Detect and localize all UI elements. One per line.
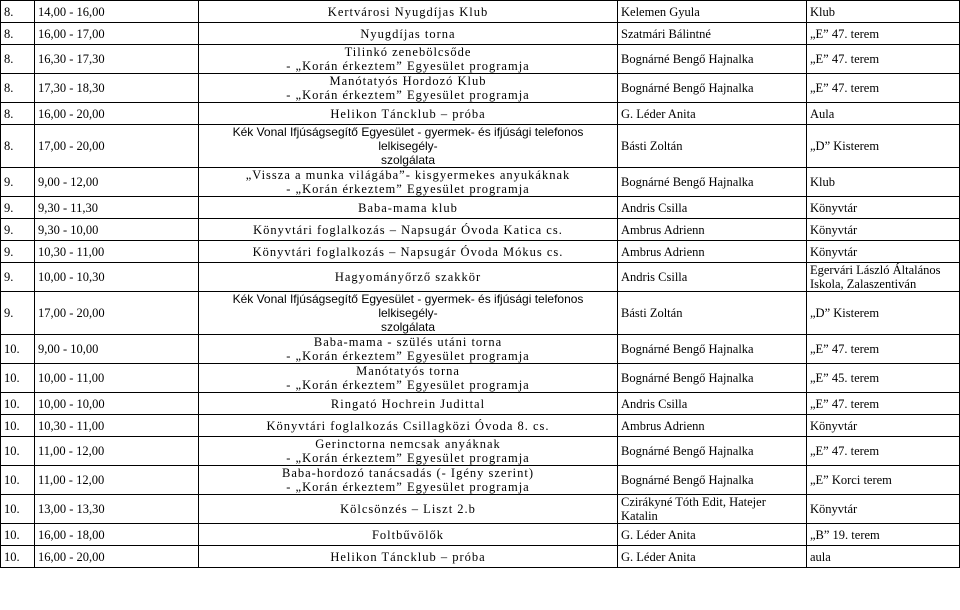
program-line: Tilinkó zenebölcsőde <box>344 45 472 59</box>
day-cell: 10. <box>1 546 35 568</box>
location-cell: „B” 19. terem <box>807 524 960 546</box>
location-cell: „E” 45. terem <box>807 364 960 393</box>
day-cell: 9. <box>1 292 35 335</box>
program-line: - „Korán érkeztem” Egyesület programja <box>286 349 530 363</box>
program-line: Kék Vonal Ifjúságsegítő Egyesület - gyermek- és ifjúsági telefonos lelkisegély- <box>232 125 584 153</box>
program-line: Könyvtári foglalkozás – Napsugár Óvoda Mókus cs. <box>252 244 564 259</box>
responsible-cell: Andris Csilla <box>618 197 807 219</box>
table-row <box>1 23 960 45</box>
responsible-cell: Bognárné Bengő Hajnalka <box>618 437 807 466</box>
program-cell <box>199 241 618 263</box>
program-cell <box>199 125 618 168</box>
program-line: Kék Vonal Ifjúságsegítő Egyesület - gyermek- és ifjúsági telefonos lelkisegély- <box>232 292 584 320</box>
location-cell: „E” 47. terem <box>807 437 960 466</box>
responsible-cell: Andris Csilla <box>618 393 807 415</box>
day-cell: 10. <box>1 335 35 364</box>
time-cell: 10,00 - 10,30 <box>35 263 199 292</box>
day-cell: 10. <box>1 364 35 393</box>
location-cell: „D” Kisterem <box>807 125 960 168</box>
program-cell <box>199 495 618 524</box>
table-row <box>1 364 960 393</box>
responsible-cell: G. Léder Anita <box>618 524 807 546</box>
time-cell: 16,00 - 20,00 <box>35 546 199 568</box>
program-cell <box>199 466 618 495</box>
responsible-cell: Czirákyné Tóth Edit, Hatejer Katalin <box>618 495 807 524</box>
program-cell <box>199 168 618 197</box>
responsible-cell: Básti Zoltán <box>618 292 807 335</box>
table-row <box>1 125 960 168</box>
responsible-cell: Ambrus Adrienn <box>618 219 807 241</box>
time-cell: 10,30 - 11,00 <box>35 415 199 437</box>
program-line: - „Korán érkeztem” Egyesület programja <box>286 480 530 494</box>
table-row <box>1 524 960 546</box>
responsible-cell: Szatmári Bálintné <box>618 23 807 45</box>
location-cell: Klub <box>807 168 960 197</box>
location-cell: Könyvtár <box>807 219 960 241</box>
program-cell <box>199 335 618 364</box>
program-line: szolgálata <box>380 320 436 334</box>
time-cell: 16,00 - 17,00 <box>35 23 199 45</box>
program-line: Baba-mama klub <box>358 200 458 215</box>
time-cell: 14,00 - 16,00 <box>35 1 199 23</box>
location-cell: „D” Kisterem <box>807 292 960 335</box>
time-cell: 17,00 - 20,00 <box>35 292 199 335</box>
table-row <box>1 1 960 23</box>
time-cell: 9,30 - 11,30 <box>35 197 199 219</box>
location-cell: „E” 47. terem <box>807 45 960 74</box>
responsible-cell: Básti Zoltán <box>618 125 807 168</box>
day-cell: 9. <box>1 241 35 263</box>
program-line: Gerinctorna nemcsak anyáknak <box>315 437 501 451</box>
responsible-cell: Bognárné Bengő Hajnalka <box>618 168 807 197</box>
time-cell: 17,30 - 18,30 <box>35 74 199 103</box>
responsible-cell: G. Léder Anita <box>618 546 807 568</box>
location-cell: „E” 47. terem <box>807 393 960 415</box>
day-cell: 10. <box>1 415 35 437</box>
table-row <box>1 393 960 415</box>
location-cell: Klub <box>807 1 960 23</box>
program-line: - „Korán érkeztem” Egyesület programja <box>286 88 530 102</box>
responsible-cell: Bognárné Bengő Hajnalka <box>618 466 807 495</box>
time-cell: 10,00 - 10,00 <box>35 393 199 415</box>
program-cell <box>199 219 618 241</box>
program-line: szolgálata <box>380 153 436 167</box>
program-cell <box>199 364 618 393</box>
table-row <box>1 219 960 241</box>
time-cell: 11,00 - 12,00 <box>35 437 199 466</box>
table-row <box>1 415 960 437</box>
table-row <box>1 241 960 263</box>
table-row <box>1 437 960 466</box>
day-cell: 9. <box>1 168 35 197</box>
table-row <box>1 103 960 125</box>
program-line: Könyvtári foglalkozás – Napsugár Óvoda Katica cs. <box>253 222 563 237</box>
location-cell: Aula <box>807 103 960 125</box>
day-cell: 8. <box>1 1 35 23</box>
day-cell: 8. <box>1 74 35 103</box>
table-row <box>1 45 960 74</box>
table-row <box>1 168 960 197</box>
program-cell <box>199 546 618 568</box>
time-cell: 16,00 - 20,00 <box>35 103 199 125</box>
time-cell: 16,00 - 18,00 <box>35 524 199 546</box>
program-line: Nyugdíjas torna <box>360 26 456 41</box>
responsible-cell: Ambrus Adrienn <box>618 415 807 437</box>
responsible-cell: G. Léder Anita <box>618 103 807 125</box>
location-cell: Könyvtár <box>807 495 960 524</box>
location-cell: Egervári László Általános Iskola, Zalaszentiván <box>807 263 960 292</box>
program-cell <box>199 263 618 292</box>
day-cell: 8. <box>1 45 35 74</box>
table-row <box>1 466 960 495</box>
time-cell: 13,00 - 13,30 <box>35 495 199 524</box>
location-cell: Könyvtár <box>807 241 960 263</box>
table-row <box>1 495 960 524</box>
day-cell: 8. <box>1 125 35 168</box>
day-cell: 8. <box>1 103 35 125</box>
location-cell: Könyvtár <box>807 415 960 437</box>
table-row <box>1 74 960 103</box>
time-cell: 16,30 - 17,30 <box>35 45 199 74</box>
table-row <box>1 263 960 292</box>
time-cell: 10,30 - 11,00 <box>35 241 199 263</box>
program-line: Ringató Hochrein Judittal <box>330 396 486 411</box>
day-cell: 9. <box>1 197 35 219</box>
table-row <box>1 335 960 364</box>
location-cell: „E” Korci terem <box>807 466 960 495</box>
program-cell <box>199 415 618 437</box>
responsible-cell: Bognárné Bengő Hajnalka <box>618 364 807 393</box>
table-row <box>1 292 960 335</box>
program-line: „Vissza a munka világába”- kisgyermekes anyukáknak <box>245 168 571 182</box>
day-cell: 9. <box>1 263 35 292</box>
program-cell <box>199 197 618 219</box>
time-cell: 9,00 - 12,00 <box>35 168 199 197</box>
responsible-cell: Ambrus Adrienn <box>618 241 807 263</box>
responsible-cell: Bognárné Bengő Hajnalka <box>618 335 807 364</box>
responsible-cell: Andris Csilla <box>618 263 807 292</box>
program-cell <box>199 292 618 335</box>
time-cell: 9,00 - 10,00 <box>35 335 199 364</box>
location-cell: Könyvtár <box>807 197 960 219</box>
time-cell: 11,00 - 12,00 <box>35 466 199 495</box>
program-line: Hagyományőrző szakkör <box>334 270 482 284</box>
responsible-cell: Kelemen Gyula <box>618 1 807 23</box>
day-cell: 10. <box>1 437 35 466</box>
responsible-cell: Bognárné Bengő Hajnalka <box>618 45 807 74</box>
program-line: Foltbűvölők <box>371 527 445 542</box>
day-cell: 10. <box>1 466 35 495</box>
program-line: Kölcsönzés – Liszt 2.b <box>340 502 476 516</box>
program-cell <box>199 393 618 415</box>
program-cell <box>199 437 618 466</box>
program-cell <box>199 103 618 125</box>
program-line: Manótatyós torna <box>356 364 460 378</box>
program-line: Könyvtári foglalkozás Csillagközi Óvoda 8. cs. <box>266 418 550 433</box>
responsible-cell: Bognárné Bengő Hajnalka <box>618 74 807 103</box>
program-line: Manótatyós Hordozó Klub <box>329 74 487 88</box>
day-cell: 9. <box>1 219 35 241</box>
day-cell: 10. <box>1 393 35 415</box>
time-cell: 17,00 - 20,00 <box>35 125 199 168</box>
location-cell: „E” 47. terem <box>807 23 960 45</box>
location-cell: aula <box>807 546 960 568</box>
program-line: - „Korán érkeztem” Egyesület programja <box>286 182 530 196</box>
table-row <box>1 546 960 568</box>
program-cell <box>199 45 618 74</box>
time-cell: 9,30 - 10,00 <box>35 219 199 241</box>
program-cell <box>199 524 618 546</box>
program-line: - „Korán érkeztem” Egyesület programja <box>286 451 530 465</box>
time-cell: 10,00 - 11,00 <box>35 364 199 393</box>
table-row <box>1 197 960 219</box>
location-cell: „E” 47. terem <box>807 335 960 364</box>
program-cell <box>199 74 618 103</box>
program-cell <box>199 23 618 45</box>
program-line: Helikon Táncklub – próba <box>330 106 486 121</box>
day-cell: 8. <box>1 23 35 45</box>
program-line: Helikon Táncklub – próba <box>330 549 486 564</box>
program-line: Kertvárosi Nyugdíjas Klub <box>327 4 489 19</box>
schedule-body <box>1 1 960 568</box>
program-cell <box>199 1 618 23</box>
program-line: Baba-hordozó tanácsadás (- Igény szerint) <box>281 466 535 480</box>
program-line: - „Korán érkeztem” Egyesület programja <box>286 59 530 73</box>
day-cell: 10. <box>1 524 35 546</box>
location-cell: „E” 47. terem <box>807 74 960 103</box>
day-cell: 10. <box>1 495 35 524</box>
program-line: Baba-mama - szülés utáni torna <box>313 335 503 349</box>
program-line: - „Korán érkeztem” Egyesület programja <box>286 378 530 392</box>
